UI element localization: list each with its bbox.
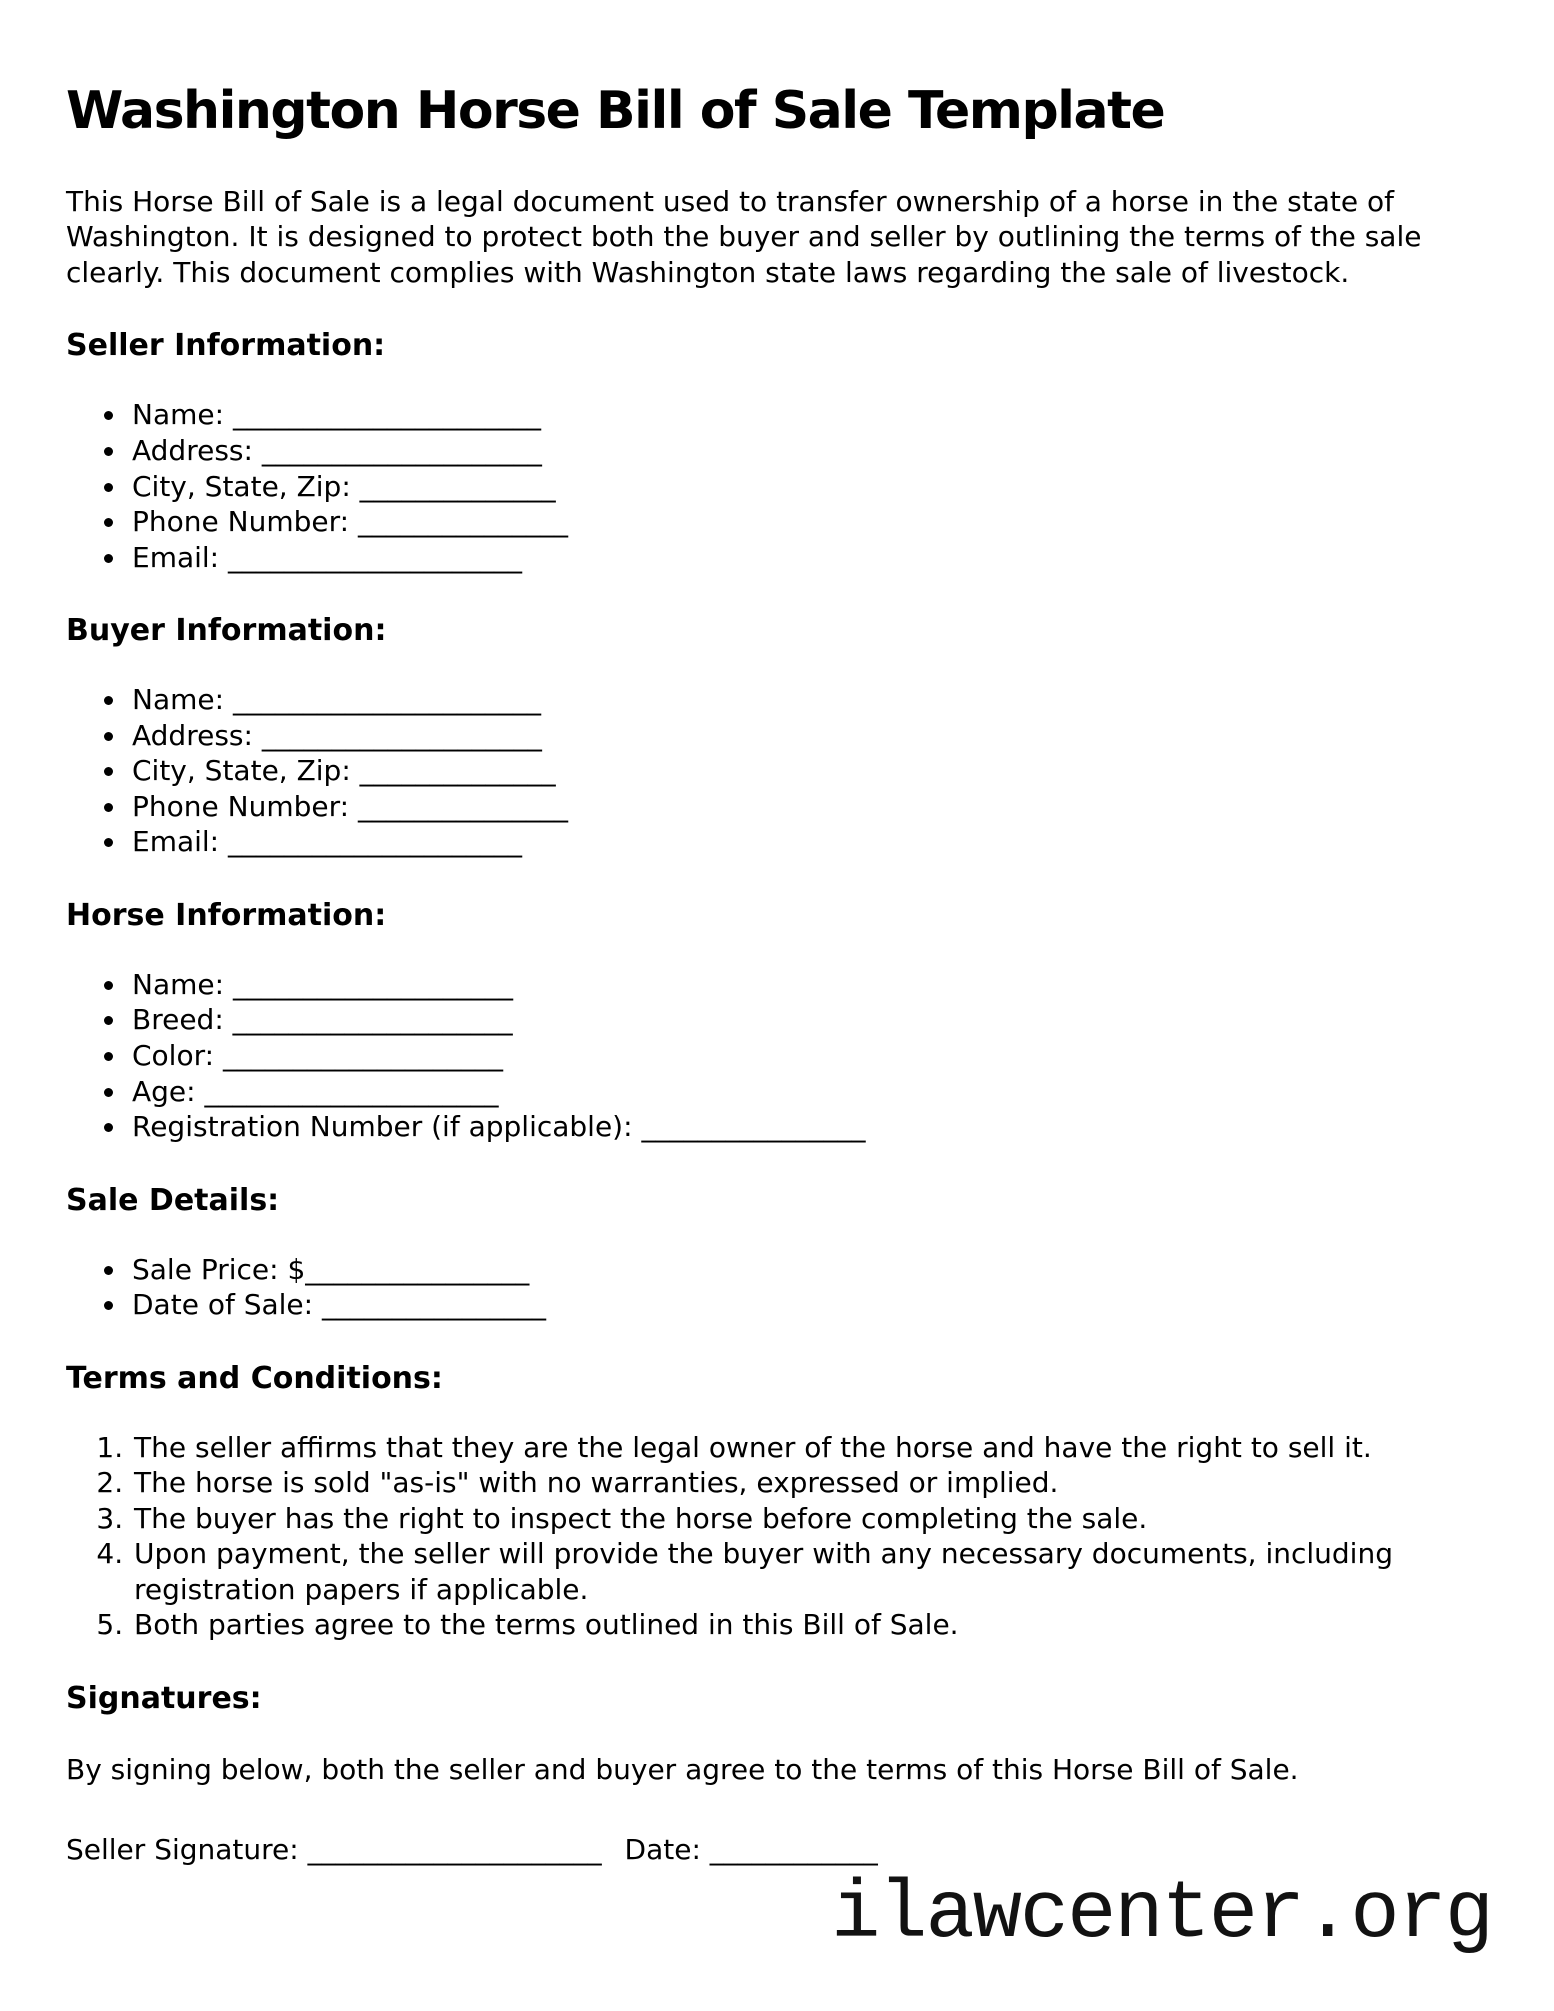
date-blank: ____________ <box>709 1832 878 1866</box>
section-seller-information <box>66 328 1488 575</box>
page-title: Washington Horse Bill of Sale Template <box>66 81 1165 141</box>
section-horse-information <box>66 898 1488 1145</box>
sale-details-heading: Sale Details: <box>66 1182 280 1218</box>
buyer-city-state-zip-field: • City, State, Zip: ______________ <box>128 753 1488 789</box>
seller-signature-blank: _____________________ <box>307 1832 602 1866</box>
buyer-email-field: • Email: _____________________ <box>128 824 1488 860</box>
section-terms-and-conditions <box>66 1361 1488 1643</box>
signatures-heading: Signatures: <box>66 1681 262 1717</box>
horse-color-field: • Color: ____________________ <box>128 1038 1488 1074</box>
date-of-sale-field: • Date of Sale: ________________ <box>128 1287 1488 1323</box>
seller-field-list <box>66 397 1488 575</box>
horse-field-list <box>66 967 1488 1145</box>
section-sale-details <box>66 1183 1488 1323</box>
horse-registration-number-field: • Registration Number (if applicable): ________________ <box>128 1109 1488 1145</box>
buyer-name-field: • Name: ______________________ <box>128 682 1488 718</box>
terms-and-conditions-heading: Terms and Conditions: <box>66 1360 443 1396</box>
term-item-1: 1. The seller affirms that they are the legal owner of the horse and have the right to sell it. <box>132 1430 1488 1466</box>
section-buyer-information <box>66 613 1488 860</box>
horse-breed-field: • Breed: ____________________ <box>128 1002 1488 1038</box>
seller-city-state-zip-field: • City, State, Zip: ______________ <box>128 469 1488 505</box>
horse-name-field: • Name: ____________________ <box>128 967 1488 1003</box>
buyer-address-field: • Address: ____________________ <box>128 718 1488 754</box>
section-signatures <box>66 1681 1488 1867</box>
buyer-phone-field: • Phone Number: _______________ <box>128 789 1488 825</box>
horse-information-heading: Horse Information: <box>66 897 387 933</box>
horse-age-field: • Age: _____________________ <box>128 1074 1488 1110</box>
term-item-2: 2. The horse is sold "as-is" with no warranties, expressed or implied. <box>132 1465 1488 1501</box>
sale-price-field: • Sale Price: $________________ <box>128 1252 1488 1288</box>
intro-paragraph: This Horse Bill of Sale is a legal document used to transfer ownership of a horse in the state of Washington. It is designed to protect both the buyer and seller by outlining the terms of the sale clearly. This document complies with Washington state laws regarding the sale of livestock. <box>66 184 1422 289</box>
signatures-note: By signing below, both the seller and buyer agree to the terms of this Horse Bill of Sale. <box>66 1753 1299 1787</box>
sale-field-list <box>66 1252 1488 1323</box>
seller-information-heading: Seller Information: <box>66 328 386 364</box>
seller-signature-row <box>66 1832 1488 1868</box>
buyer-information-heading: Buyer Information: <box>66 613 387 649</box>
seller-signature-label: Seller Signature: <box>66 1832 299 1866</box>
seller-phone-field: • Phone Number: _______________ <box>128 504 1488 540</box>
term-item-3: 3. The buyer has the right to inspect the horse before completing the sale. <box>132 1501 1488 1537</box>
seller-address-field: • Address: ____________________ <box>128 433 1488 469</box>
date-label: Date: <box>624 1832 701 1866</box>
watermark-ilawcenter: ilawcenter.org <box>831 1868 1492 1961</box>
seller-name-field: • Name: ______________________ <box>128 397 1488 433</box>
term-item-5: 5. Both parties agree to the terms outlined in this Bill of Sale. <box>132 1607 1488 1643</box>
buyer-field-list <box>66 682 1488 860</box>
terms-list <box>66 1430 1488 1643</box>
term-item-4: 4. Upon payment, the seller will provide the buyer with any necessary documents, including registration papers if applicable. <box>132 1536 1488 1607</box>
seller-email-field: • Email: _____________________ <box>128 540 1488 576</box>
